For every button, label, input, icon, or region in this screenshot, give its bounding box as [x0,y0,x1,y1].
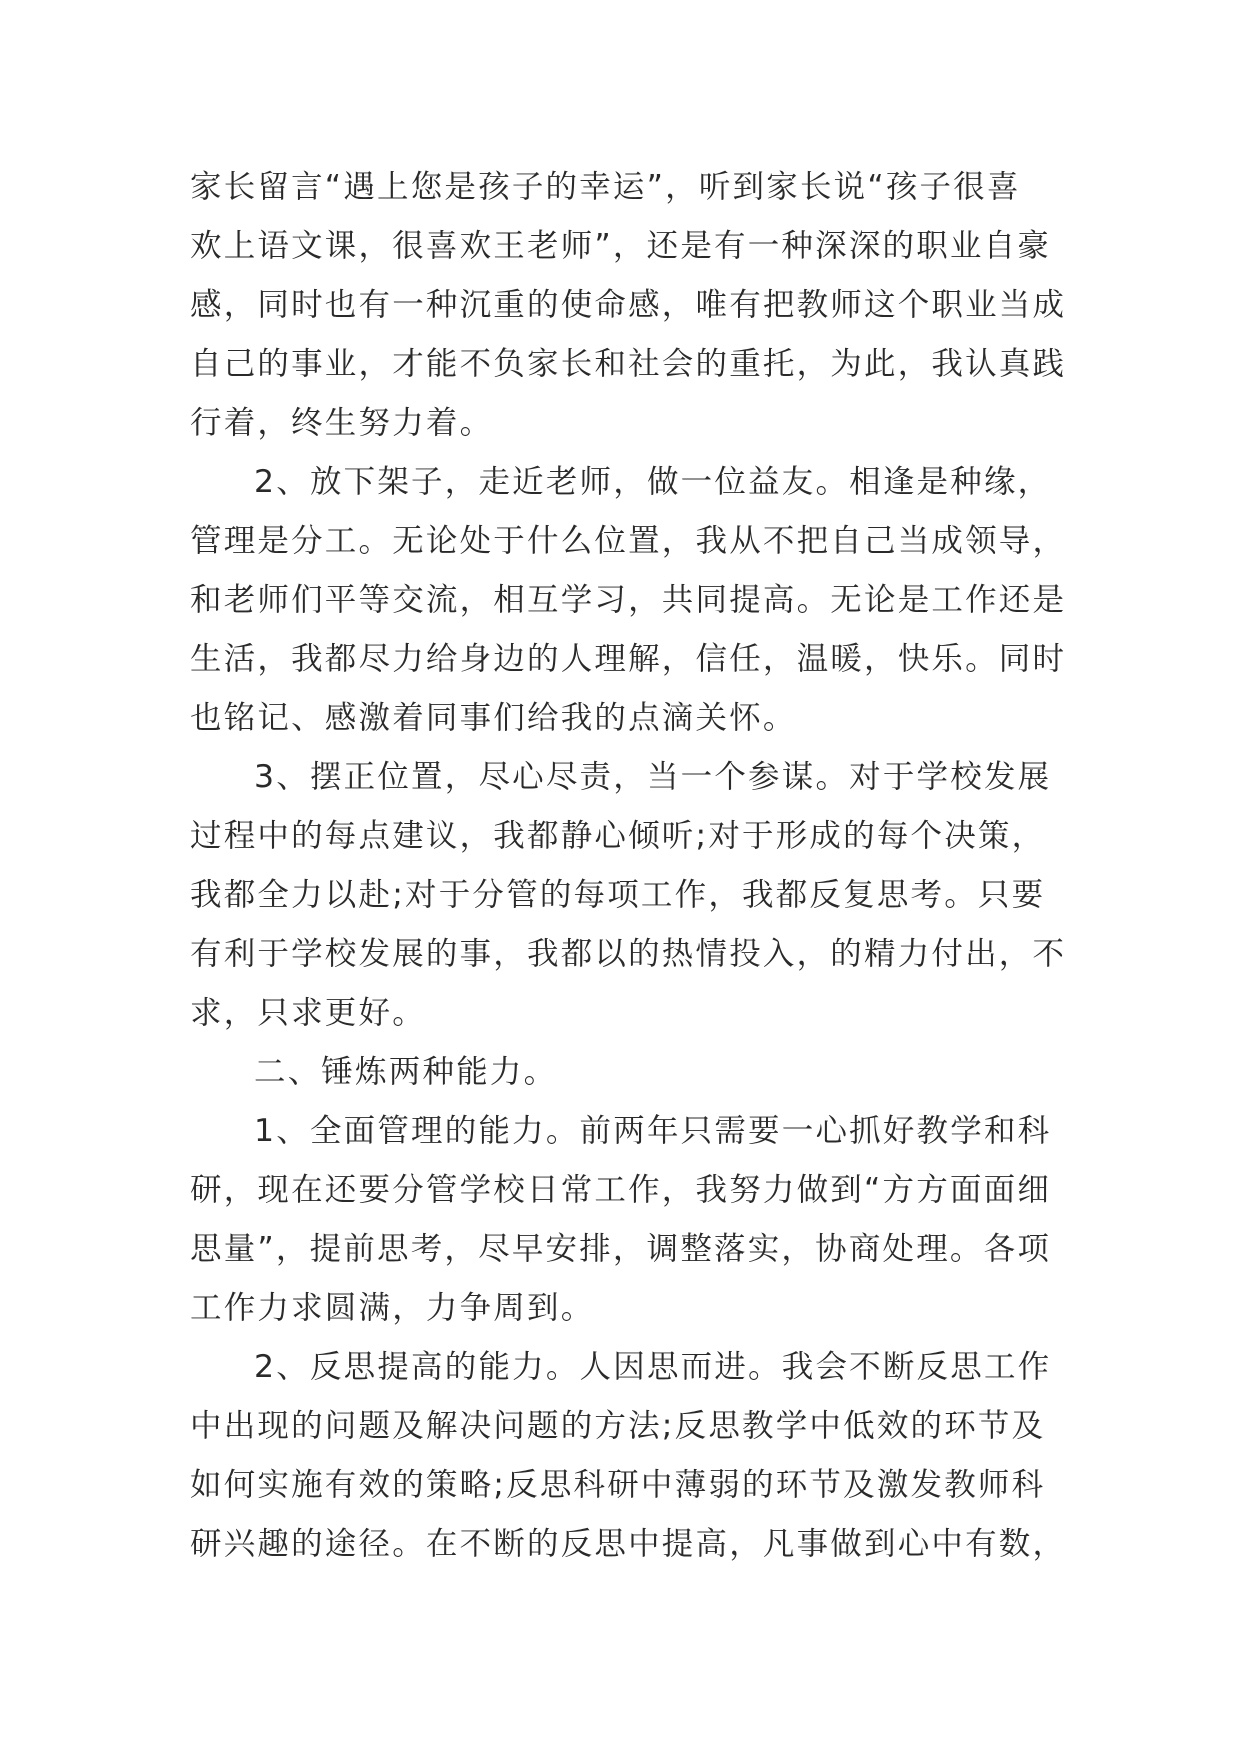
paragraph-start-line: 1、全面管理的能力。前两年只需要一心抓好教学和科 [254,1113,1052,1149]
text-line: 工作力求圆满，力争周到。 [190,1290,595,1326]
paragraph-start-line: 2、反思提高的能力。人因思而进。我会不断反思工作 [254,1349,1052,1385]
text-line: 家长留言“遇上您是孩子的幸运”，听到家长说“孩子很喜 [190,169,1021,205]
text-line: 和老师们平等交流，相互学习，共同提高。无论是工作还是 [190,582,1067,618]
text-line: 管理是分工。无论处于什么位置，我从不把自己当成领导， [190,523,1067,559]
text-line: 研兴趣的途径。在不断的反思中提高，凡事做到心中有数， [190,1526,1067,1562]
text-line: 思量”，提前思考，尽早安排，调整落实，协商处理。各项 [190,1231,1052,1267]
paragraph-start-line: 3、摆正位置，尽心尽责，当一个参谋。对于学校发展 [254,759,1052,795]
text-line: 生活，我都尽力给身边的人理解，信任，温暖，快乐。同时 [190,641,1067,677]
text-line: 我都全力以赴;对于分管的每项工作，我都反复思考。只要 [190,877,1046,913]
paragraph-start-line: 2、放下架子，走近老师，做一位益友。相逢是种缘， [254,464,1052,500]
section-heading: 二、锤炼两种能力。 [254,1054,558,1090]
text-line: 感，同时也有一种沉重的使命感，唯有把教师这个职业当成 [190,287,1067,323]
document-body [190,158,1067,1574]
text-line: 研，现在还要分管学校日常工作，我努力做到“方方面面细 [190,1172,1052,1208]
text-line: 有利于学校发展的事，我都以的热情投入，的精力付出，不 [190,936,1067,972]
text-line: 也铭记、感激着同事们给我的点滴关怀。 [190,700,797,736]
text-line: 欢上语文课，很喜欢王老师”，还是有一种深深的职业自豪 [190,228,1052,264]
text-line: 如何实施有效的策略;反思科研中薄弱的环节及激发教师科 [190,1467,1046,1503]
text-line: 过程中的每点建议，我都静心倾听;对于形成的每个决策， [190,818,1046,854]
text-line: 自己的事业，才能不负家长和社会的重托，为此，我认真践 [190,346,1067,382]
text-line: 求，只求更好。 [190,995,426,1031]
text-line: 行着，终生努力着。 [190,405,494,441]
text-line: 中出现的问题及解决问题的方法;反思教学中低效的环节及 [190,1408,1046,1444]
